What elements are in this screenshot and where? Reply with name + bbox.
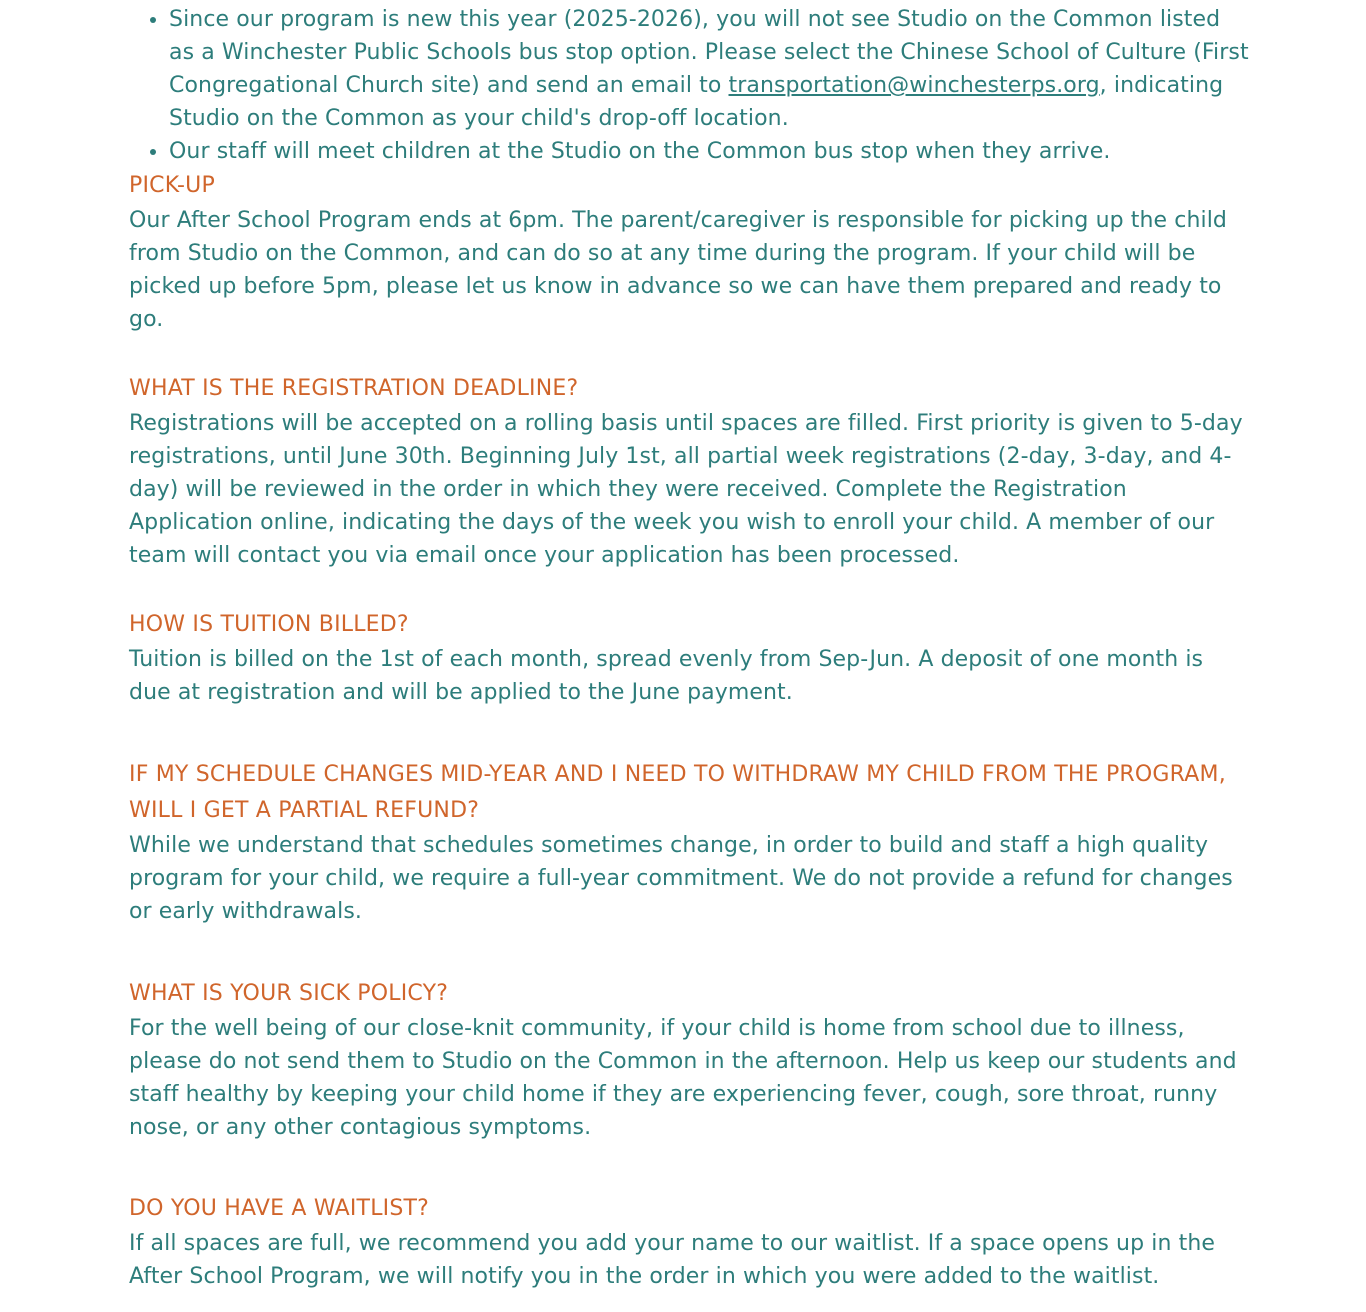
faq-section-sick-policy	[129, 976, 1249, 1144]
dropoff-bullet-list	[129, 3, 1249, 168]
transportation-email-link[interactable]: transportation@winchesterps.org	[728, 73, 1100, 98]
faq-answer: While we understand that schedules sometimes change, in order to build and staff a high quality program for your child, we require a full-year commitment. We do not provide a refund for changes or early withdrawals.	[129, 833, 1233, 924]
faq-section-tuition	[129, 607, 1249, 709]
faq-answer: If all spaces are full, we recommend you add your name to our waitlist. If a space opens up in the After School Program, we will notify you in the order in which you were added to the waitlist.	[129, 1231, 1216, 1289]
faq-section-waitlist	[129, 1191, 1249, 1293]
dropoff-bullet-staff-meet: • Our staff will meet children at the Studio on the Common bus stop when they arrive.	[169, 135, 1249, 168]
section-spacer	[129, 336, 1249, 371]
section-spacer	[129, 572, 1249, 607]
faq-heading: WHAT IS YOUR SICK POLICY?	[129, 981, 449, 1006]
dropoff-bullet-bus-stop	[169, 3, 1249, 135]
section-spacer	[129, 928, 1249, 976]
faq-section-refund	[129, 757, 1249, 928]
faq-heading: DO YOU HAVE A WAITLIST?	[129, 1196, 430, 1221]
faq-heading: IF MY SCHEDULE CHANGES MID-YEAR AND I NEED TO WITHDRAW MY CHILD FROM THE PROGRAM, WILL I GET A PARTIAL REFUND?	[129, 762, 1226, 823]
faq-section-pickup	[129, 168, 1249, 336]
faq-heading: PICK-UP	[129, 173, 215, 198]
bullet-text: , indicating Studio on the Common as your child's drop-off location.	[169, 73, 1224, 131]
faq-content	[129, 3, 1249, 1293]
faq-heading: HOW IS TUITION BILLED?	[129, 612, 409, 637]
faq-section-registration-deadline	[129, 371, 1249, 572]
bullet-text: Since our program is new this year (2025-2026), you will not see Studio on the Common listed as a Winchester Public Schools bus stop option. Please select the Chinese School of Culture (First Congregational Church site) and send an email to	[169, 7, 1249, 98]
faq-heading: WHAT IS THE REGISTRATION DEADLINE?	[129, 376, 579, 401]
section-spacer	[129, 709, 1249, 757]
faq-answer: Our After School Program ends at 6pm. The parent/caregiver is responsible for picking up the child from Studio on the Common, and can do so at any time during the program. If your child will be picked up before 5pm, please let us know in advance so we can have them prepared and ready to go.	[129, 208, 1227, 332]
faq-answer: Tuition is billed on the 1st of each month, spread evenly from Sep-Jun. A deposit of one month is due at registration and will be applied to the June payment.	[129, 647, 1204, 705]
faq-answer: Registrations will be accepted on a rolling basis until spaces are filled. First priority is given to 5-day registrations, until June 30th. Beginning July 1st, all partial week registrations (2-day, 3-day, and 4-day) will be reviewed in the order in which they were received. Complete the Registration Application online, indicating the days of the week you wish to enroll your child. A member of our team will contact you via email once your application has been processed.	[129, 411, 1243, 568]
faq-answer: For the well being of our close-knit community, if your child is home from school due to illness, please do not send them to Studio on the Common in the afternoon. Help us keep our students and staff healthy by keeping your child home if they are experiencing fever, cough, sore throat, runny nose, or any other contagious symptoms.	[129, 1016, 1237, 1140]
section-spacer	[129, 1144, 1249, 1191]
